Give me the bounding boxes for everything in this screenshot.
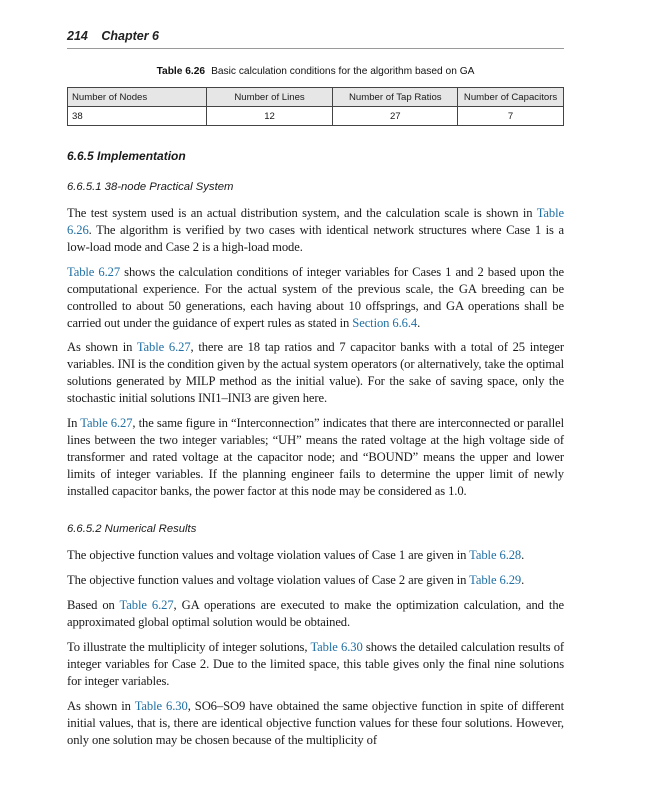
section-reference-link[interactable]: Section 6.6.4 — [352, 316, 418, 330]
table-cell: 12 — [206, 107, 333, 126]
paragraph-7: Based on Table 6.27, GA operations are executed to make the optimization calculation, and the approximated global optimal solution would be obtained. — [67, 598, 565, 629]
table-reference-link[interactable]: Table 6.28 — [469, 548, 522, 562]
header-cell: Number of Nodes — [68, 88, 207, 107]
table-caption-text: Basic calculation conditions for the algorithm based on GA — [211, 66, 475, 77]
table-reference-link[interactable]: Table 6.26 — [67, 206, 564, 237]
table-label: Table 6.26 — [156, 66, 206, 77]
table-cell: 38 — [68, 107, 207, 126]
table-reference-link[interactable]: Table 6.30 — [134, 699, 188, 713]
table-cell: 7 — [458, 107, 564, 126]
table-reference-link[interactable]: Table 6.30 — [310, 640, 363, 654]
paragraph-5: The objective function values and voltage violation values of Case 1 are given in Table 6.28. — [67, 548, 525, 562]
table-cell: 27 — [333, 107, 458, 126]
paragraph-4: In Table 6.27, the same figure in “Interconnection” indicates that there are interconnected or parallel lines between the two integer variables; “UH” means the rated voltage at the high voltage side of transformer and rated voltage at the capacitor node; and “BOUND” means the upper and lower limits of integer variables. If the planning engineer fails to determine the upper limit of newly installed capacitor banks, the power factor at this node may be considered as 1.0. — [67, 416, 564, 498]
paragraph-8: To illustrate the multiplicity of integer solutions, Table 6.30 shows the detailed calculation results of integer variables for Case 2. Due to the limited space, this table gives only the final nine solutions for integer variables. — [67, 640, 564, 688]
table-reference-link[interactable]: Table 6.29 — [469, 573, 522, 587]
table-caption — [67, 66, 564, 77]
header-cell: Number of Tap Ratios — [333, 88, 458, 107]
paragraph-6: The objective function values and voltage violation values of Case 2 are given in Table 6.29. — [67, 573, 525, 587]
chapter-title: Chapter 6 — [101, 29, 159, 43]
table-reference-link[interactable]: Table 6.27 — [119, 598, 174, 612]
table-reference-link[interactable]: Table 6.27 — [80, 416, 133, 430]
table-row — [68, 107, 564, 126]
section-heading: 6.6.5 Implementation — [67, 149, 186, 163]
calculation-conditions-table — [67, 87, 564, 126]
subsection-heading-practical-system: 6.6.5.1 38-node Practical System — [67, 181, 234, 193]
header-cell: Number of Capacitors — [458, 88, 564, 107]
paragraph-2: Table 6.27 shows the calculation conditions of integer variables for Cases 1 and 2 based upon the computational experience. For the actual system of the previous scale, the GA breeding can be controlled to about 50 generations, each having about 10 offsprings, and GA operations shall be carried out under the guidance of expert rules as stated in Section 6.6.4. — [67, 265, 565, 330]
paragraph-1: The test system used is an actual distribution system, and the calculation scale is shown in Table 6.26. The algorithm is verified by two cases with identical network structures where Case 1 is a low-load mode and Case 2 is a high-load mode. — [67, 206, 564, 254]
paragraph-3: As shown in Table 6.27, there are 18 tap ratios and 7 capacitor banks with a total of 25 integer variables. INI is the condition given by the actual system operators (or alternatively, take the optimal solutions generated by MILP method as the initial value). For the sake of saving space, only the stochastic initial solutions INI1–INI3 are given here. — [67, 340, 564, 405]
table-reference-link[interactable]: Table 6.27 — [136, 340, 191, 354]
table-header-row — [68, 88, 564, 107]
subsection-heading-numerical-results: 6.6.5.2 Numerical Results — [67, 523, 197, 535]
header-cell: Number of Lines — [206, 88, 333, 107]
running-header — [67, 29, 564, 49]
paragraph-9: As shown in Table 6.30, SO6–SO9 have obtained the same objective function in spite of different initial values, that is, there are identical objective function values for these four solutions. However, only one solution may be chosen because of the multiplicity of — [67, 699, 564, 747]
page-number: 214 — [67, 29, 88, 43]
table-reference-link[interactable]: Table 6.27 — [67, 265, 121, 279]
